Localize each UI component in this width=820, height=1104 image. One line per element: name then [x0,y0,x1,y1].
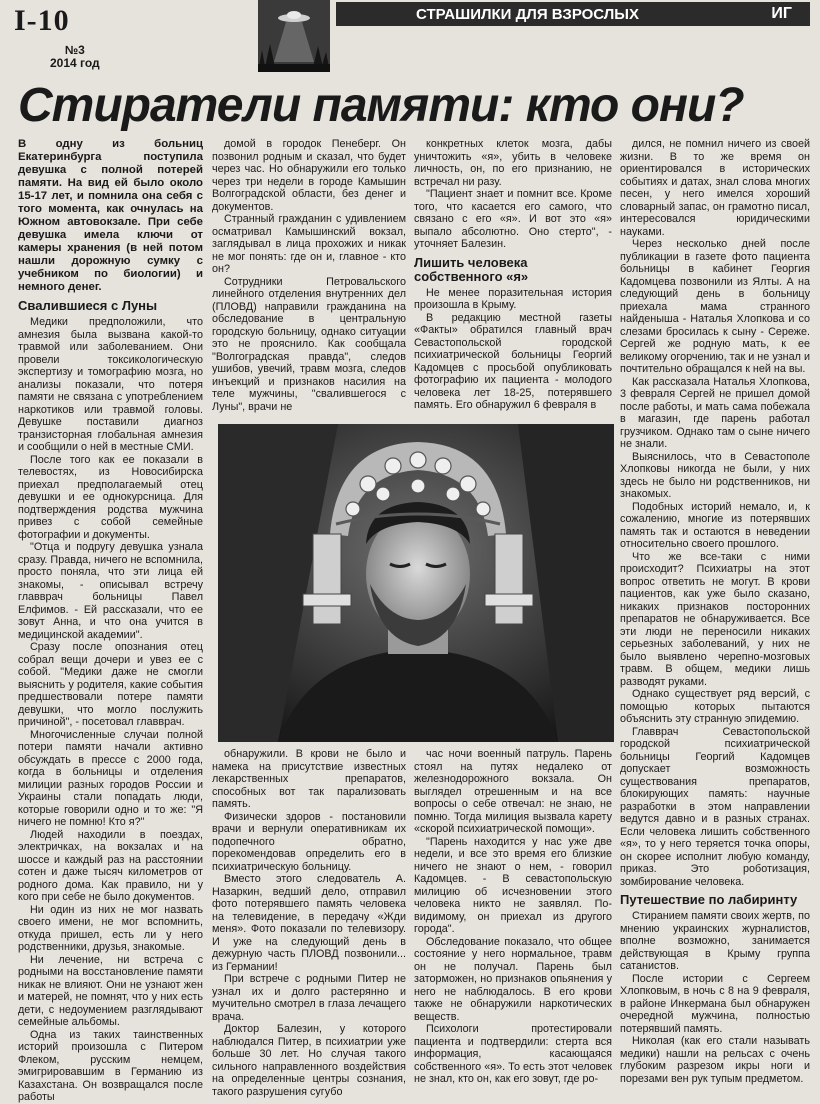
paragraph: Вместо этого следователь А. Назаркин, ведший дело, отправил фото потерявшего память человека на телевидение, в передачу «Жди меня». Фото показали по телевизору. И уже на следующий день в дежурную часть ПЛОВД позвонили... из Германии! [212,873,406,973]
paragraph: конкретных клеток мозга, дабы уничтожить «я», убить в человеке личность, он, по его признанию, не встречал ни разу. [414,138,612,188]
paragraph: Странный гражданин с удивлением осматривал Камышинский вокзал, заглядывал в лица прохожих и никак не мог понять: где он и, главное - кто он? [212,213,406,275]
subhead-3: Путешествие по лабиринту [620,892,798,907]
rubric-band [336,2,810,26]
paragraph: "Пациент знает и помнит все. Кроме того, что касается его самого, что связано с его «я». И вот это «я» выпало абсолютно. Оно стерто", - уточняет Балезин. [414,188,612,250]
ufo-forest-photo-icon [258,0,330,72]
paragraph: "Отца и подругу девушка узнала сразу. Правда, ничего не вспомнила, просто поняла, что эти лица ей знакомы, - описывал встречу главврач больницы Павел Елфимов. - Ей рассказали, что ее зовут Анна, и что она учится в медицинской академии". [18,541,204,641]
article-headline: Стиратели памяти: кто они? [18,79,744,132]
paragraph: Ни один из них не мог назвать своего имени, не мог вспомнить, откуда пришел, есть ли у него родственники, друзья, знакомые. [18,903,203,953]
rubric-title: СТРАШИЛКИ ДЛЯ ВЗРОСЛЫХ [416,6,639,23]
paragraph: Сотрудники Петровальского линейного отделения внутренних дел (ПЛОВД) направили гражданина на обследование в центральную городскую больницу, однако ситуации это не прояснило. Как сообщала "Волгоградская правда", следов ушибов, увечий, травм мозга, следов инъекций и признаков насилия на теле мужчины, "свалившегося с Луны", врачи не [212,275,406,413]
subhead-1: Свалившиеся с Луны [18,298,158,313]
paragraph: час ночи военный патруль. Парень стоял на путях недалеко от железнодорожного вокзала. Он выглядел отрешенным и на все вопросы о себе отвечал: не знаю, не помню. Тогда милиция вызвала карету «скорой психиатрической помощи». [414,748,612,835]
paragraph: Однако существует ряд версий, с помощью которых пытаются объяснить эту странную эпидемию. [620,688,810,725]
paragraph: При встрече с родными Питер не узнал их и долго растерянно и мучительно смотрел в глаза лечащего врача. [212,973,406,1023]
paragraph: Медики предположили, что амнезия была вызвана какой-то травмой или заболеванием. Они провели токсикологическую экспертизу и томографию мозга, но анализы показали, что потеря памяти не связана с употреблением наркотиков или травмой головы. Девушке поставили диагноз транзисторная глобальная амнезия и сообщили о ней в местные СМИ. [18,316,203,453]
paragraph: Не менее поразительная история произошла в Крыму. [414,286,612,311]
header-photo-graphic [258,0,330,72]
paragraph: Обследование показало, что общее состояние у него нормальное, травм он не получал. Парень был заторможен, но признаков опьянения у него не наблюдалось. В его крови также не обнаружили наркотических веществ. [414,935,612,1023]
column-2-bottom [212,748,406,1098]
paragraph: Через несколько дней после публикации в газете фото пациента больницы в кабинет Георгия Кадомцева позвонили из Ялты. А на следующий день в больницу приехала мама странного найденыша - Наталья Хлопкова и со слезами бросилась к сыну - Сереже. Сергей же родную мать, к ее великому огорчению, так и не узнал и почтительно обращался к ней на вы. [620,238,810,375]
column-3-top [414,138,612,420]
paragraph: Николая (как его стали называть медики) нашли на рельсах с очень глубоким разрезом икры ноги и порезами вен рук тупым предметом. [620,1035,810,1085]
paragraph: Одна из таких таинственных историй произошла с Питером Флеком, русским немцем, эмигрировавшим в Германию из Казахстана. Он возвращался после работы [18,1028,203,1103]
paragraph: Выяснилось, что в Севастополе Хлопковы никогда не были, у них здесь не было ни родственников, ни знакомых. [620,450,810,500]
page-number: I-10 [14,4,70,37]
paragraph: Как рассказала Наталья Хлопкова, 3 февраля Сергей не пришел домой после работы, и мать сама побежала в магазин, где парень работал грузчиком. Однако там о сыне ничего не знали. [620,375,810,450]
paragraph: Ни лечение, ни встреча с родными на восстановление памяти никак не влияют. Они не узнают жен и матерей, не помнят, что у них есть дети, с недоумением разглядывают семейные альбомы. [18,953,203,1028]
paragraph: В редакцию местной газеты «Факты» обратился главный врач Севастопольской городской психиатрической больницы Георгий Кадомцев с просьбой опубликовать фотографию их пациента - молодого человека лет 18-25, потерявшего память. Его обнаружил 6 февраля в [414,311,612,411]
paragraph: Стиранием памяти своих жертв, по мнению украинских журналистов, вполне возможно, занимается действующая в Крыму группа сатанистов. [620,910,810,972]
paragraph: Сразу после опознания отец собрал вещи дочери и увез ее с собой. "Медики даже не смогли выяснить у родителя, какие события предшествовали потере памяти девушки, что могло послужить причиной", - посетовал главврач. [18,641,203,728]
main-photo-graphic [218,424,614,742]
issue-year: 2014 год [50,56,100,70]
publication-mark: ИГ [771,5,792,22]
column-2-top [212,138,406,420]
paragraph: обнаружили. В крови не было и намека на присутствие известных лекарственных препаратов, способных вот так парализовать память. [212,748,406,810]
issue-info [50,44,100,70]
paragraph: Подобных историй немало, и, к сожалению, многие из потерявших память так и остаются в неведении относительно своего прошлого. [620,500,810,550]
paragraph: "Парень находится у нас уже две недели, и все это время его близкие ничего не знают о нем, - говорил Кадомцев. - В севастопольскую милицию об исчезновении этого человека никто не заявлял. По-видимому, он приехал из другого города". [414,835,612,935]
paragraph: Психологи протестировали пациента и подтвердили: стерта вся информация, касающаяся собственного «я». То есть этот человек не знал, кто он, как его зовут, где ро- [414,1023,612,1085]
column-1 [18,138,204,1103]
issue-number: №3 [64,43,85,57]
column-4 [620,138,810,1088]
paragraph: Людей находили в поездах, электричках, на вокзалах и на шоссе и каждый раз на расстоянии сотен и даже тысяч километров от родного дома. Как правило, ни у кого при себе не было документов. [18,828,203,903]
column-3-bottom [414,748,612,1088]
subhead-2: Лишить человека собственного «я» [414,254,529,284]
paragraph: После того как ее показали в телевостях, из Новосибирска приехал предполагаемый отец девушки и ее однокурсница. Для подтверждения родства мужчина привез с собой семейные фотографии и документы. [18,453,203,541]
paragraph: Физически здоров - постановили врачи и вернули оперативникам их подопечного обратно, порекомендовав определить его в психиатрическую больницу. [212,810,406,873]
man-with-electrode-helmet-photo [218,424,614,742]
paragraph: После истории с Сергеем Хлопковым, в ночь с 8 на 9 февраля, в районе Инкермана был обнаружен очередной мужчина, полностью потерявший память. [620,972,810,1035]
paragraph: Доктор Балезин, у которого наблюдался Питер, в психиатрии уже больше 30 лет. Но случая такого сильного направленного воздействия на определенные центры сознания, такого разрушения сугубо [212,1023,406,1098]
article-lead: В одну из больниц Екатеринбурга поступила девушка с полной потерей памяти. На вид ей было около 15-17 лет, и помнила она себя с того момента, как очнулась на Южном автовокзале. При себе девушка имела ключи от камеры хранения (в ней потом нашли дорожную сумку с учебником по биологии) и немного денег. [18,138,203,293]
paragraph: Главврач Севастопольской городской психиатрической больницы Георгий Кадомцев допускает возможность существования препаратов, блокирующих память: научные разработки в этом направлении ведутся давно и в разных странах. Если человека лишить собственного «я», то у него теряется точка опоры, он скорее исполнит любую команду, приказ. Это роботизация, зомбирование человека. [620,725,810,888]
paragraph: Что же все-таки с ними происходит? Психиатры на этот вопрос ответить не могут. В крови пациентов, как уже было сказано, никаких признаков посторонних препаратов не обнаруживается. Все эти люди не переносили никаких серьезных заболеваний, у них не было выявлено черепно-мозговых травм. В общем, медики лишь разводят руками. [620,550,810,688]
paragraph: Многочисленные случаи полной потери памяти начали активно обсуждать в прессе с 2000 года, когда в больницы и отделения милиции разных городов России и Украины стали попадать люди, которые говорили одно и то же: "Я ничего не помню! Кто я?" [18,728,203,828]
paragraph: дился, не помнил ничего из своей жизни. В то же время он ориентировался в исторических событиях и датах, знал слова многих песен, у него имелся хороший словарный запас, он грамотно писал, интересовался юридическими науками. [620,138,810,238]
paragraph: домой в городок Пенеберг. Он позвонил родным и сказал, что будет через час. Но обнаружили его только через три недели в городе Камышин Волгоградской области, без денег и документов. [212,138,406,213]
